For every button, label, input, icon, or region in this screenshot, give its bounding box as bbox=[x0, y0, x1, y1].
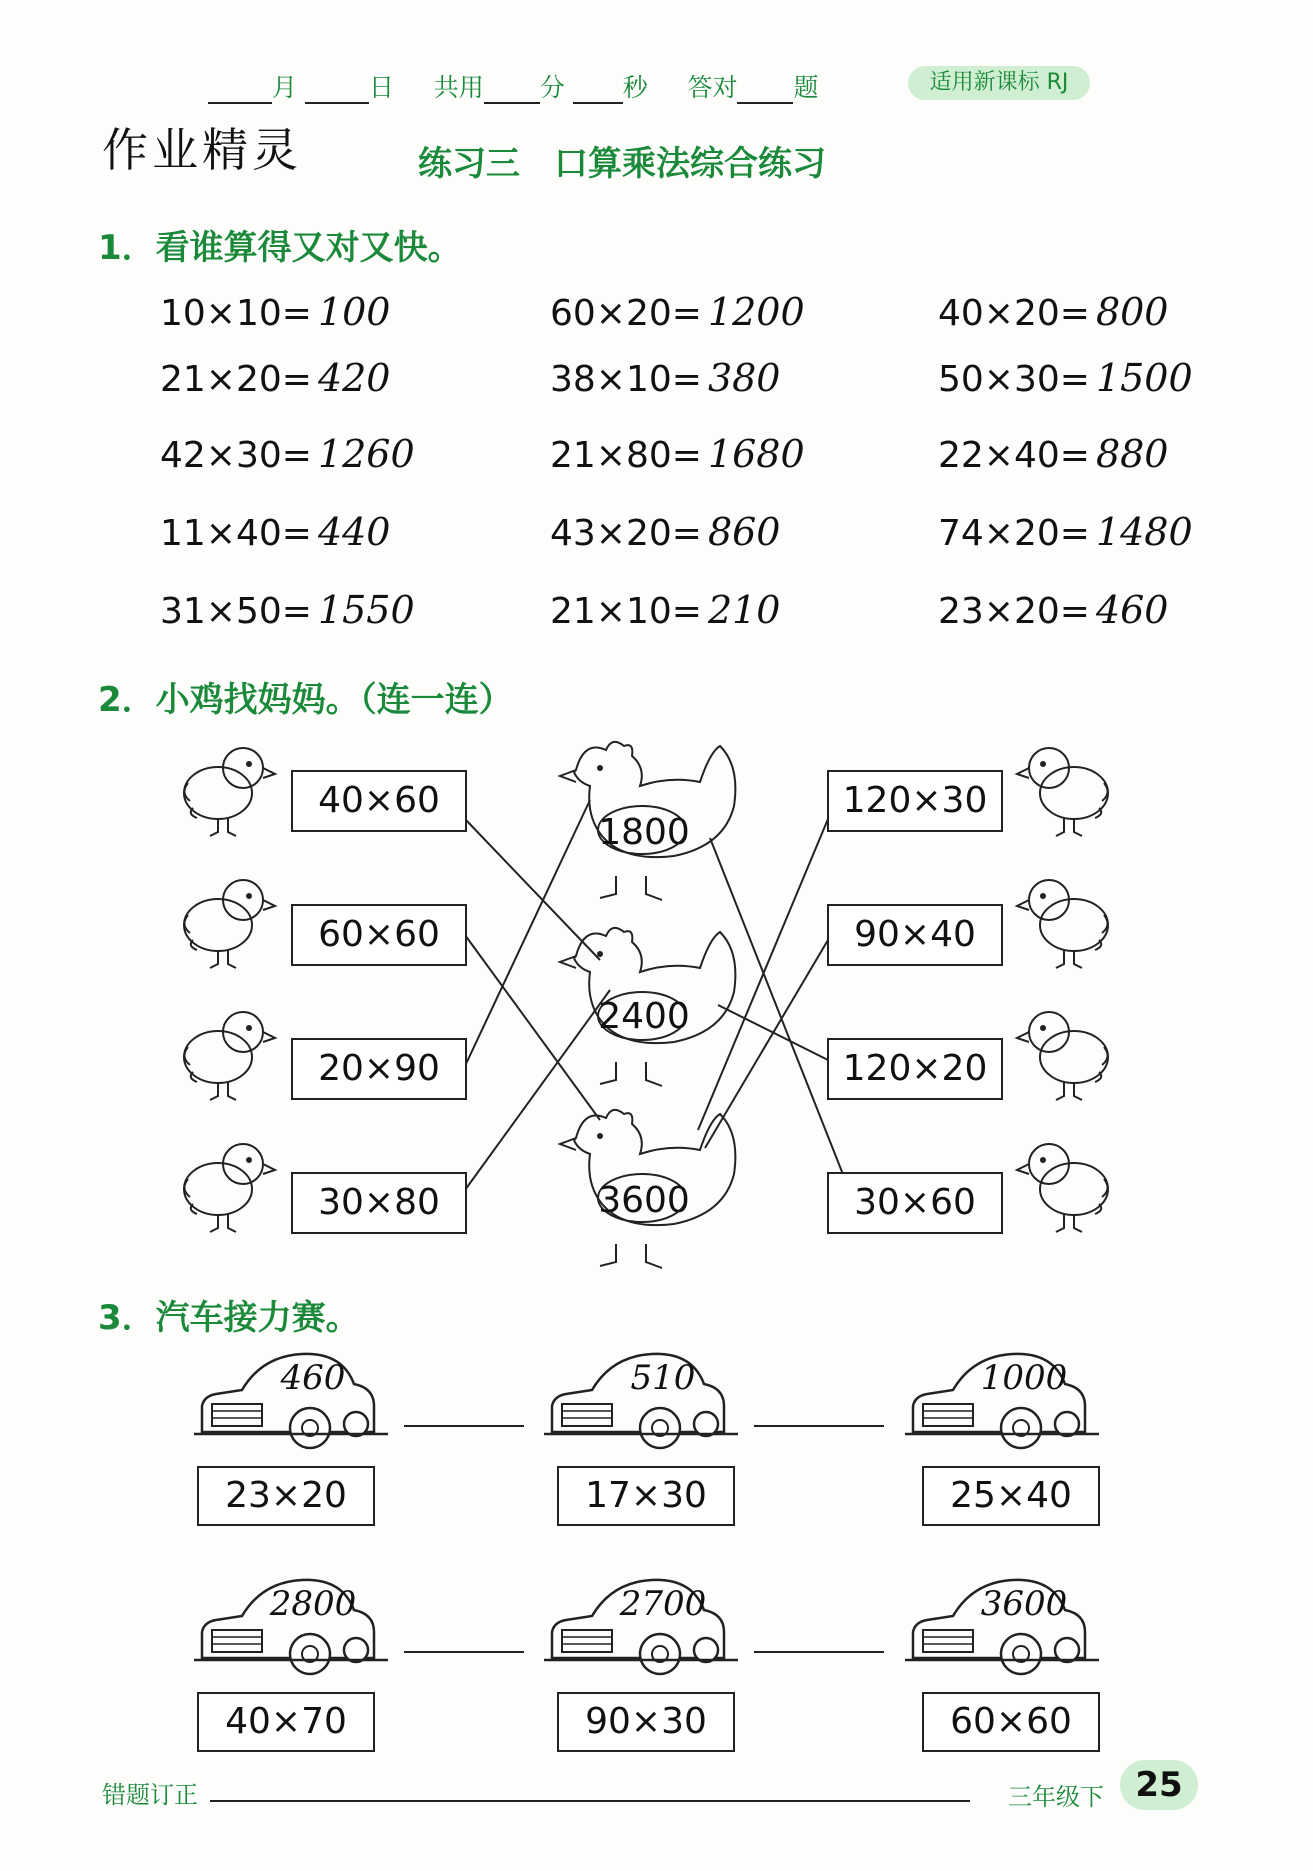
problem-question: 31×50= bbox=[160, 591, 312, 632]
right-expression-box[interactable]: 30×60 bbox=[827, 1172, 1003, 1234]
chick-icon bbox=[1017, 748, 1108, 836]
relay-line bbox=[754, 1651, 884, 1653]
problem-question: 23×20= bbox=[938, 591, 1090, 632]
right-expression-box[interactable]: 120×20 bbox=[827, 1038, 1003, 1100]
corrections-label: 错题订正 bbox=[102, 1781, 198, 1809]
problem-answer[interactable]: 1480 bbox=[1095, 510, 1193, 554]
problem-question: 21×20= bbox=[160, 359, 312, 400]
problem-answer[interactable]: 440 bbox=[317, 510, 391, 554]
chick-icon bbox=[1017, 1012, 1108, 1100]
car-expression-box: 40×70 bbox=[197, 1692, 375, 1752]
lesson-title: 练习三 口算乘法综合练习 bbox=[418, 144, 826, 184]
problem-answer[interactable]: 1500 bbox=[1095, 356, 1193, 400]
minute-label: 分 bbox=[539, 73, 565, 102]
matching-lines bbox=[465, 800, 848, 1190]
left-expression-box[interactable]: 20×90 bbox=[291, 1038, 467, 1100]
car-answer[interactable]: 1000 bbox=[980, 1358, 1068, 1398]
car-expression-box: 60×60 bbox=[922, 1692, 1100, 1752]
chick-icon bbox=[1017, 880, 1108, 968]
problem-answer[interactable]: 880 bbox=[1095, 432, 1169, 476]
car-answer[interactable]: 3600 bbox=[980, 1584, 1068, 1624]
curriculum-badge: 适用新课标 RJ bbox=[908, 66, 1090, 100]
left-expression-box[interactable]: 40×60 bbox=[291, 770, 467, 832]
problem-question: 42×30= bbox=[160, 435, 312, 476]
problem-question: 22×40= bbox=[938, 435, 1090, 476]
problem-answer[interactable]: 210 bbox=[707, 588, 781, 632]
left-expression-box[interactable]: 30×80 bbox=[291, 1172, 467, 1234]
right-expression-box[interactable]: 120×30 bbox=[827, 770, 1003, 832]
car-answer[interactable]: 2800 bbox=[269, 1584, 357, 1624]
section1-title: 1．看谁算得又对又快。 bbox=[98, 228, 462, 268]
logo: 作业精灵 bbox=[102, 123, 302, 177]
problem-answer[interactable]: 460 bbox=[1095, 588, 1169, 632]
correct-label: 答对 bbox=[687, 73, 738, 102]
car-expression-box: 23×20 bbox=[197, 1466, 375, 1526]
chick-icon bbox=[1017, 1144, 1108, 1232]
questions-label: 题 bbox=[793, 73, 819, 102]
problem-question: 10×10= bbox=[160, 293, 312, 334]
section2-title: 2．小鸡找妈妈。（连一连） bbox=[98, 680, 513, 720]
chick-icon bbox=[184, 1144, 275, 1232]
problem-answer[interactable]: 1200 bbox=[707, 290, 805, 334]
car-answer[interactable]: 510 bbox=[630, 1358, 696, 1398]
relay-line bbox=[754, 1425, 884, 1427]
hen-value[interactable]: 3600 bbox=[598, 1180, 690, 1221]
car-expression-box: 90×30 bbox=[557, 1692, 735, 1752]
problem-question: 40×20= bbox=[938, 293, 1090, 334]
relay-line bbox=[404, 1425, 524, 1427]
problem-answer[interactable]: 800 bbox=[1095, 290, 1169, 334]
grade-label: 三年级下 bbox=[1008, 1783, 1104, 1811]
day-label: 日 bbox=[368, 73, 394, 102]
problem-answer[interactable]: 860 bbox=[707, 510, 781, 554]
hen-value[interactable]: 1800 bbox=[598, 812, 690, 853]
problem-question: 43×20= bbox=[550, 513, 702, 554]
right-expression-box[interactable]: 90×40 bbox=[827, 904, 1003, 966]
relay-line bbox=[404, 1651, 524, 1653]
chick-icon bbox=[184, 1012, 275, 1100]
problem-answer[interactable]: 1550 bbox=[317, 588, 415, 632]
page-number: 25 bbox=[1120, 1760, 1198, 1810]
problem-question: 60×20= bbox=[550, 293, 702, 334]
problem-answer[interactable]: 380 bbox=[707, 356, 781, 400]
month-label: 月 bbox=[272, 73, 298, 102]
problem-answer[interactable]: 100 bbox=[317, 290, 391, 334]
car-answer[interactable]: 460 bbox=[280, 1358, 346, 1398]
problem-question: 50×30= bbox=[938, 359, 1090, 400]
chick-icon bbox=[184, 880, 275, 968]
problem-question: 11×40= bbox=[160, 513, 312, 554]
problem-question: 21×80= bbox=[550, 435, 702, 476]
hen-value[interactable]: 2400 bbox=[598, 996, 690, 1037]
problem-answer[interactable]: 1260 bbox=[317, 432, 415, 476]
problem-question: 38×10= bbox=[550, 359, 702, 400]
car-expression-box: 25×40 bbox=[922, 1466, 1100, 1526]
section3-title: 3．汽车接力赛。 bbox=[98, 1298, 360, 1338]
car-answer[interactable]: 2700 bbox=[619, 1584, 707, 1624]
left-expression-box[interactable]: 60×60 bbox=[291, 904, 467, 966]
problem-answer[interactable]: 1680 bbox=[707, 432, 805, 476]
problem-question: 21×10= bbox=[550, 591, 702, 632]
chick-icon bbox=[184, 748, 275, 836]
problem-answer[interactable]: 420 bbox=[317, 356, 391, 400]
used-label: 共用 bbox=[433, 73, 484, 102]
problem-question: 74×20= bbox=[938, 513, 1090, 554]
second-label: 秒 bbox=[622, 73, 648, 102]
car-expression-box: 17×30 bbox=[557, 1466, 735, 1526]
corrections-line[interactable] bbox=[210, 1800, 970, 1802]
